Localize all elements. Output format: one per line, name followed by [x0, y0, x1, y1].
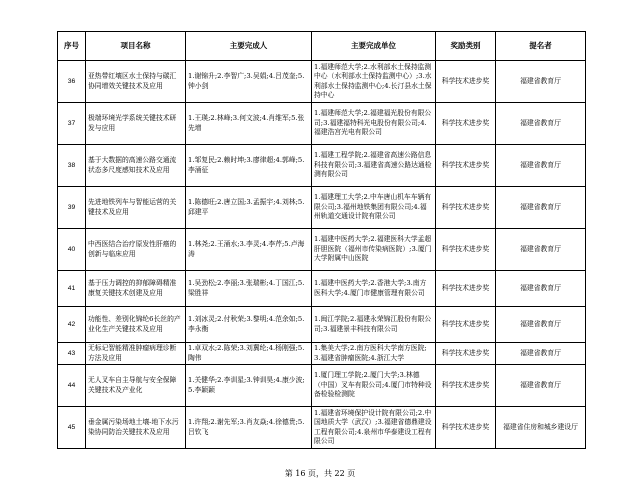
header-persons: 主要完成人 — [186, 32, 312, 61]
cell-award-type: 科学技术进步奖 — [436, 343, 496, 365]
cell-project-name: 亚热带红壤区水土保持与碳汇协同增效关键技术及应用 — [86, 61, 186, 103]
cell-units: 1.福建理工大学;2.中车唐山机车车辆有限公司;3.福州地铁集团有限公司;4.福州轨道交通设计院有限公司 — [312, 187, 436, 229]
cell-persons: 1.吴劲松;2.李丽;3.张瑞彬;4.丁国江;5.梁胜祥 — [186, 271, 312, 307]
header-units: 主要完成单位 — [312, 32, 436, 61]
table-row — [58, 271, 586, 307]
cell-project-name: 功能性、差别化锦纶6长丝的产业化生产关键技术及应用 — [86, 307, 186, 343]
cell-no: 37 — [58, 103, 86, 145]
cell-nominator: 福建省教育厅 — [496, 365, 586, 407]
table-row — [58, 187, 586, 229]
table-row — [58, 343, 586, 365]
cell-project-name: 垂金属污染场地土壤-地下水污染协同防治关键技术及应用 — [86, 407, 186, 449]
cell-no: 45 — [58, 407, 86, 449]
cell-units: 1.福建中医药大学;2.香港大学;3.南方医科大学;4.厦门市健康管理有限公司 — [312, 271, 436, 307]
cell-nominator: 福建省教育厅 — [496, 343, 586, 365]
cell-no: 44 — [58, 365, 86, 407]
cell-units: 1.闽江学院;2.福建永荣锦江股份有限公司;3.福建景丰科技有限公司 — [312, 307, 436, 343]
cell-award-type: 科学技术进步奖 — [436, 61, 496, 103]
header-award-type: 奖励类别 — [436, 32, 496, 61]
cell-no: 42 — [58, 307, 86, 343]
cell-award-type: 科学技术进步奖 — [436, 145, 496, 187]
cell-persons: 1.林尧;2.王涌水;3.李灵;4.李芹;5.卢海涛 — [186, 229, 312, 271]
cell-nominator: 福建省教育厅 — [496, 307, 586, 343]
table-row — [58, 365, 586, 407]
cell-award-type: 科学技术进步奖 — [436, 187, 496, 229]
cell-nominator: 福建省住房和城乡建设厅 — [496, 407, 586, 449]
cell-units: 1.福建工程学院;2.福建省高速公路信息科技有限公司;3.福建省高速公路达通检测有限公司 — [312, 145, 436, 187]
awards-table — [57, 31, 586, 449]
cell-persons: 1.陈德旺;2.唐立国;3.孟振宇;4.刘林;5.邱建平 — [186, 187, 312, 229]
header-nominator: 提名者 — [496, 32, 586, 61]
cell-persons: 1.邹复民;2.赖时坤;3.廖律超;4.郭峰;5.李涌征 — [186, 145, 312, 187]
cell-no: 41 — [58, 271, 86, 307]
cell-nominator: 福建省教育厅 — [496, 271, 586, 307]
cell-units: 1.集美大学;2.南方医科大学南方医院;3.福建省肿瘤医院;4.浙江大学 — [312, 343, 436, 365]
cell-persons: 1.关健华;2.李训星;3.钟训昊;4.康少波;5.李颖颖 — [186, 365, 312, 407]
cell-project-name: 基于大数据的高速公路交通流状态多尺度感知技术及应用 — [86, 145, 186, 187]
cell-units: 1.福建中医药大学;2.福建医科大学孟超肝胆医院（福州市传染病医院）;3.厦门大学附属中山医院 — [312, 229, 436, 271]
cell-no: 36 — [58, 61, 86, 103]
cell-award-type: 科学技术进步奖 — [436, 271, 496, 307]
table-row — [58, 145, 586, 187]
cell-persons: 1.许翔;2.谢先军;3.肖友焱;4.徐德贵;5.吕钦飞 — [186, 407, 312, 449]
cell-project-name: 先进地铁列车与智能运营的关键技术及应用 — [86, 187, 186, 229]
cell-persons: 1.卓双水;2.陈荣;3.刘冀纶;4.杨刚强;5.陶伟 — [186, 343, 312, 365]
header-no: 序号 — [58, 32, 86, 61]
page-footer: 第 16 页，共 22 页 — [284, 469, 356, 478]
cell-persons: 1.王瑛;2.林峰;3.何文波;4.肖维军;5.张先增 — [186, 103, 312, 145]
cell-persons: 1.谢锦升;2.李智广;3.吴娟;4.吕茂奎;5.钟小剑 — [186, 61, 312, 103]
cell-no: 43 — [58, 343, 86, 365]
cell-nominator: 福建省教育厅 — [496, 103, 586, 145]
cell-project-name: 极端环境光学系统关键技术研发与应用 — [86, 103, 186, 145]
cell-persons: 1.刘冰灵;2.付秋荣;3.黎明;4.范余如;5.李永衡 — [186, 307, 312, 343]
cell-units: 1.厦门理工学院;2.厦门大学;3.林德（中国）叉车有限公司;4.厦门市特种设备检验检测院 — [312, 365, 436, 407]
cell-nominator: 福建省教育厅 — [496, 187, 586, 229]
table-row — [58, 103, 586, 145]
cell-project-name: 基于压力调控的抑郁障碍精准康复关键技术创建及应用 — [86, 271, 186, 307]
cell-no: 40 — [58, 229, 86, 271]
table-row — [58, 307, 586, 343]
cell-nominator: 福建省教育厅 — [496, 61, 586, 103]
cell-award-type: 科学技术进步奖 — [436, 365, 496, 407]
table-header-row — [58, 32, 586, 61]
table-row — [58, 61, 586, 103]
cell-award-type: 科学技术进步奖 — [436, 229, 496, 271]
cell-units: 1.福建师范大学;2.水利部水土保持监测中心（水利部水土保持监测中心）;3.水利部水土保持监测中心;4.长汀县水土保持中心 — [312, 61, 436, 103]
cell-project-name: 无标记智能精准肿瘤病理诊断方法及应用 — [86, 343, 186, 365]
header-project-name: 项目名称 — [86, 32, 186, 61]
cell-award-type: 科学技术进步奖 — [436, 407, 496, 449]
cell-project-name: 中西医结合治疗原发性肝癌的创新与临床应用 — [86, 229, 186, 271]
table-row — [58, 229, 586, 271]
cell-units: 1.福建省环境保护设计院有限公司;2.中国地质大学（武汉）;3.福建省德鼎建设工程有限公司;4.泉州市华泰建设工程有限公司 — [312, 407, 436, 449]
cell-nominator: 福建省教育厅 — [496, 145, 586, 187]
cell-no: 38 — [58, 145, 86, 187]
table-body — [58, 61, 586, 449]
cell-award-type: 科学技术进步奖 — [436, 307, 496, 343]
cell-project-name: 无人叉车自主导航与安全保障关键技术及产业化 — [86, 365, 186, 407]
table-row — [58, 407, 586, 449]
cell-units: 1.福建师范大学;2.福建福光股份有限公司;3.福建福特科光电股份有限公司;4.福建浩宫光电有限公司 — [312, 103, 436, 145]
cell-nominator: 福建省教育厅 — [496, 229, 586, 271]
cell-no: 39 — [58, 187, 86, 229]
cell-award-type: 科学技术进步奖 — [436, 103, 496, 145]
